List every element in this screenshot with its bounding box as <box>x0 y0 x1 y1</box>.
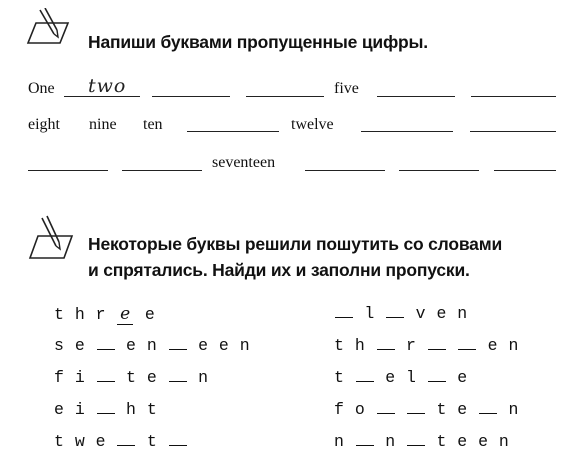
letter: n <box>385 432 396 451</box>
handwritten-answer: two <box>88 75 127 97</box>
letter: n <box>146 336 158 355</box>
answer-line[interactable] <box>246 96 324 97</box>
letter: e <box>54 400 65 419</box>
word-eight: eight <box>28 116 60 133</box>
answer-line[interactable] <box>377 96 455 97</box>
answer-line[interactable] <box>471 96 556 97</box>
letter: t <box>334 368 345 387</box>
word-puzzle-row <box>334 432 509 452</box>
letter: n <box>334 432 345 451</box>
word-puzzle-row <box>54 304 155 325</box>
letter: e <box>436 304 447 323</box>
letter: n <box>498 432 510 451</box>
answer-line[interactable] <box>28 170 108 171</box>
task1-title: Напиши буквами пропущенные цифры. <box>88 32 428 52</box>
answer-line[interactable] <box>470 131 556 132</box>
letter: n <box>508 400 519 419</box>
letter: t <box>54 432 65 451</box>
letter: e <box>385 368 396 387</box>
letter: n <box>239 336 251 355</box>
word-puzzle-row <box>334 400 519 420</box>
letter: e <box>478 432 489 451</box>
letter: v <box>415 304 427 323</box>
letter-blank[interactable] <box>377 400 395 414</box>
letter-blank[interactable] <box>407 400 425 414</box>
letter: h <box>74 305 86 324</box>
word-puzzle-row <box>334 336 519 356</box>
word-puzzle-row <box>54 432 188 452</box>
letter: n <box>508 336 519 355</box>
letter: t <box>54 305 65 324</box>
letter: n <box>198 368 209 387</box>
word-puzzle-row <box>54 400 157 420</box>
word-puzzle-row <box>54 368 208 388</box>
letter: t <box>436 400 447 419</box>
letter-blank[interactable] <box>97 336 115 350</box>
answer-line[interactable] <box>122 170 202 171</box>
letter: s <box>54 336 65 355</box>
answer-line[interactable] <box>152 96 230 97</box>
letter: f <box>54 368 65 387</box>
letter: e <box>218 336 230 355</box>
letter-blank[interactable] <box>428 368 446 382</box>
task2-title-line2: и спрятались. Найди их и заполни пропуски. <box>88 260 470 280</box>
letter-blank[interactable] <box>386 304 404 318</box>
word-nine: nine <box>89 116 117 133</box>
letter: h <box>354 336 366 355</box>
letter-blank[interactable] <box>117 432 135 446</box>
letter-blank[interactable] <box>169 432 187 446</box>
pencil-on-paper-icon <box>26 214 82 264</box>
letter-blank[interactable] <box>97 400 115 414</box>
letter-blank[interactable] <box>407 432 425 446</box>
word-puzzle-row <box>54 336 250 356</box>
pencil-on-paper-icon <box>26 8 78 50</box>
letter: r <box>95 305 107 324</box>
letter-blank[interactable] <box>356 368 374 382</box>
word-twelve: twelve <box>291 116 334 133</box>
letter: e <box>144 305 156 324</box>
letter-blank[interactable] <box>169 368 187 382</box>
letter: e <box>457 432 468 451</box>
letter-blank[interactable] <box>458 336 476 350</box>
letter: e <box>198 336 209 355</box>
letter: e <box>457 368 468 387</box>
letter: t <box>334 336 345 355</box>
letter: t <box>436 432 447 451</box>
answer-line[interactable] <box>361 131 453 132</box>
letter: e <box>487 336 499 355</box>
letter: e <box>126 336 137 355</box>
letter-blank[interactable] <box>169 336 187 350</box>
letter: t <box>146 400 158 419</box>
word-puzzle-row <box>334 304 468 324</box>
letter: e <box>457 400 468 419</box>
letter: h <box>126 400 137 419</box>
task2-title-line1: Некоторые буквы решили пошутить со словами <box>88 234 503 254</box>
word-seventeen: seventeen <box>212 154 276 171</box>
letter: t <box>126 368 137 387</box>
letter: i <box>74 368 86 387</box>
letter-blank[interactable] <box>479 400 497 414</box>
answer-line[interactable] <box>494 170 556 171</box>
word-one: One <box>28 80 55 97</box>
answer-line[interactable] <box>399 170 479 171</box>
answer-line[interactable] <box>187 131 279 132</box>
letter: r <box>406 336 417 355</box>
letter: e <box>74 336 86 355</box>
letter-blank[interactable] <box>356 432 374 446</box>
letter-blank[interactable] <box>428 336 446 350</box>
word-five: five <box>334 80 359 97</box>
letter: o <box>354 400 366 419</box>
letter: f <box>334 400 345 419</box>
letter: e <box>95 432 107 451</box>
letter: l <box>406 368 417 387</box>
letter: t <box>146 432 158 451</box>
letter: n <box>457 304 468 323</box>
letter-blank[interactable] <box>335 304 353 318</box>
filled-letter-blank[interactable]: e <box>117 304 133 325</box>
answer-line[interactable] <box>305 170 385 171</box>
letter: i <box>74 400 86 419</box>
letter-blank[interactable] <box>377 336 395 350</box>
letter: l <box>364 304 375 323</box>
word-puzzle-row <box>334 368 468 388</box>
word-ten: ten <box>143 116 163 133</box>
letter: w <box>74 432 86 451</box>
letter-blank[interactable] <box>97 368 115 382</box>
letter: e <box>146 368 158 387</box>
